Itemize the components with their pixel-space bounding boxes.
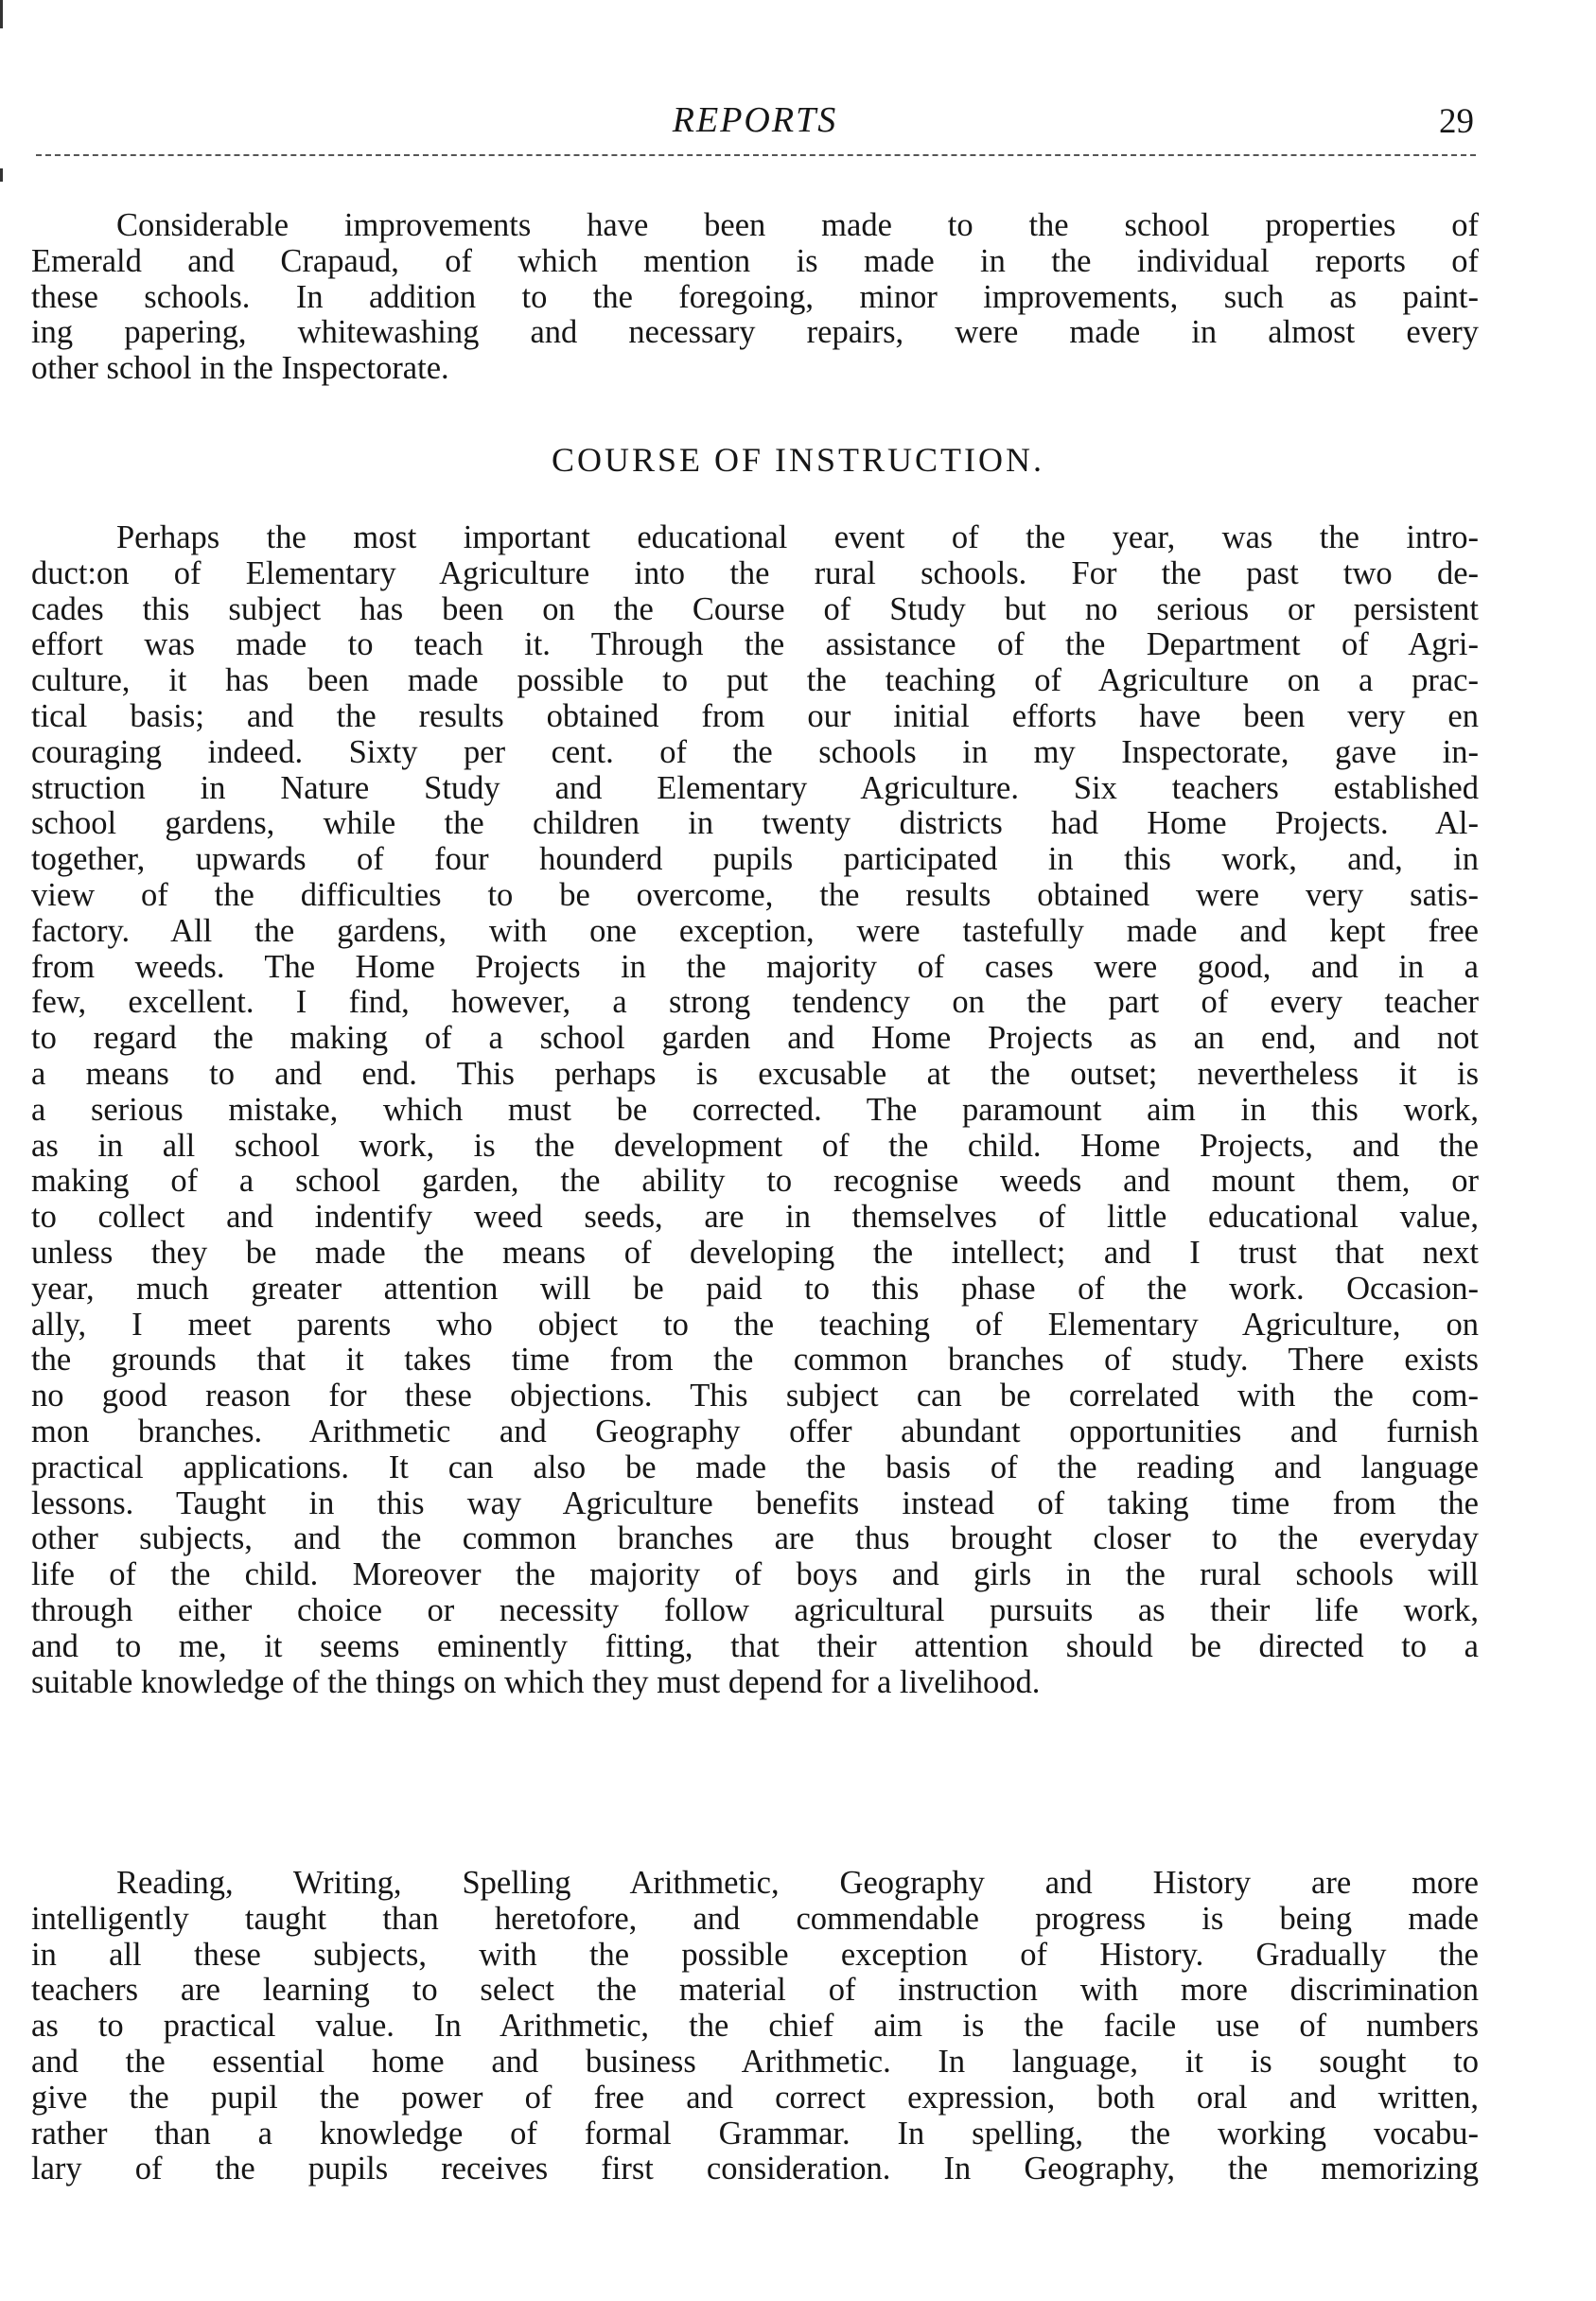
text-line: Perhaps the most important educational event of the year, was the intro- xyxy=(116,519,1479,555)
text-line: in all these subjects, with the possible exception of History. Gradually the xyxy=(31,1936,1479,1973)
text-line: school gardens, while the children in twenty districts had Home Projects. Al- xyxy=(31,805,1479,842)
text-line: cades this subject has been on the Course of Study but no serious or persistent xyxy=(31,590,1479,627)
text-line: mon branches. Arithmetic and Geography offer abundant opportunities and furnish xyxy=(31,1413,1479,1449)
paragraph-agriculture xyxy=(31,520,1479,1700)
text-line: ing papering, whitewashing and necessary repairs, were made in almost every xyxy=(31,314,1479,351)
text-line: give the pupil the power of free and correct expression, both oral and written, xyxy=(31,2079,1479,2116)
text-line: couraging indeed. Sixty per cent. of the schools in my Inspectorate, gave in- xyxy=(31,733,1479,770)
text-line: to regard the making of a school garden and Home Projects as an end, and not xyxy=(31,1020,1479,1057)
scan-edge-mark xyxy=(0,168,3,182)
page-number: 29 xyxy=(1439,102,1474,141)
text-line: Considerable improvements have been made to the school properties of xyxy=(116,207,1479,243)
text-line: teachers are learning to select the material of instruction with more discrimination xyxy=(31,1972,1479,2009)
text-line: few, excellent. I find, however, a strong tendency on the part of every teacher xyxy=(31,984,1479,1021)
text-line: duct:on of Elementary Agriculture into the rural schools. For the past two de- xyxy=(31,554,1479,591)
text-line: struction in Nature Study and Elementary Agriculture. Six teachers established xyxy=(31,769,1479,806)
text-line: together, upwards of four hounderd pupils participated in this work, and, in xyxy=(31,841,1479,878)
text-line: making of a school garden, the ability to recognise weeds and mount them, or xyxy=(31,1163,1479,1200)
running-title: REPORTS xyxy=(672,100,838,140)
text-line: view of the difficulties to be overcome, the results obtained were very satis- xyxy=(31,876,1479,913)
text-line: these schools. In addition to the foregoing, minor improvements, such as paint- xyxy=(31,278,1479,315)
text-line: intelligently taught than heretofore, and commendable progress is being made xyxy=(31,1900,1479,1937)
text-line: lary of the pupils receives first consideration. In Geography, the memorizing xyxy=(31,2151,1479,2187)
text-line: life of the child. Moreover the majority of boys and girls in the rural schools will xyxy=(31,1556,1479,1593)
text-line: culture, it has been made possible to put the teaching of Agriculture on a prac- xyxy=(31,662,1479,699)
text-line: to collect and indentify weed seeds, are in themselves of little educational value, xyxy=(31,1199,1479,1236)
text-line: the grounds that it takes time from the common branches of study. There exists xyxy=(31,1342,1479,1379)
text-line: suitable knowledge of the things on which they must depend for a livelihood. xyxy=(31,1663,1041,1700)
text-line: Emerald and Crapaud, of which mention is made in the individual reports of xyxy=(31,242,1479,279)
text-line: factory. All the gardens, with one exception, were tastefully made and kept free xyxy=(31,912,1479,949)
text-line: from weeds. The Home Projects in the majority of cases were good, and in a xyxy=(31,948,1479,985)
text-line: no good reason for these objections. This subject can be correlated with the com- xyxy=(31,1378,1479,1414)
text-line: other school in the Inspectorate. xyxy=(31,350,449,387)
header-rule xyxy=(36,154,1476,156)
text-line: as to practical value. In Arithmetic, the chief aim is the facile use of numbers xyxy=(31,2008,1479,2045)
text-line: a serious mistake, which must be corrected. The paramount aim in this work, xyxy=(31,1091,1479,1128)
text-line: a means to and end. This perhaps is excusable at the outset; nevertheless it is xyxy=(31,1055,1479,1092)
text-line: tical basis; and the results obtained from our initial efforts have been very en xyxy=(31,697,1479,734)
text-line: unless they be made the means of developing the intellect; and I trust that next xyxy=(31,1234,1479,1271)
text-line: lessons. Taught in this way Agriculture benefits instead of taking time from the xyxy=(31,1484,1479,1521)
scan-edge-mark xyxy=(0,0,3,28)
paragraph-school-properties xyxy=(31,208,1479,387)
text-line: ally, I meet parents who object to the teaching of Elementary Agriculture, on xyxy=(31,1306,1479,1343)
text-line: and the essential home and business Arithmetic. In language, it is sought to xyxy=(31,2043,1479,2080)
text-line: practical applications. It can also be made the basis of the reading and language xyxy=(31,1449,1479,1485)
text-line: other subjects, and the common branches are thus brought closer to the everyday xyxy=(31,1520,1479,1557)
text-line: Reading, Writing, Spelling Arithmetic, Geography and History are more xyxy=(116,1865,1479,1901)
page-header xyxy=(36,99,1474,147)
text-line: year, much greater attention will be paid to this phase of the work. Occasion- xyxy=(31,1270,1479,1307)
text-line: and to me, it seems eminently fitting, that their attention should be directed to a xyxy=(31,1627,1479,1664)
text-line: effort was made to teach it. Through the assistance of the Department of Agri- xyxy=(31,626,1479,663)
text-line: as in all school work, is the development of the child. Home Projects, and the xyxy=(31,1127,1479,1164)
text-line: through either choice or necessity follow agricultural pursuits as their life work, xyxy=(31,1591,1479,1628)
paragraph-subjects xyxy=(31,1866,1479,2187)
section-heading: COURSE OF INSTRUCTION. xyxy=(551,441,1045,479)
text-line: rather than a knowledge of formal Grammar. In spelling, the working vocabu- xyxy=(31,2115,1479,2152)
